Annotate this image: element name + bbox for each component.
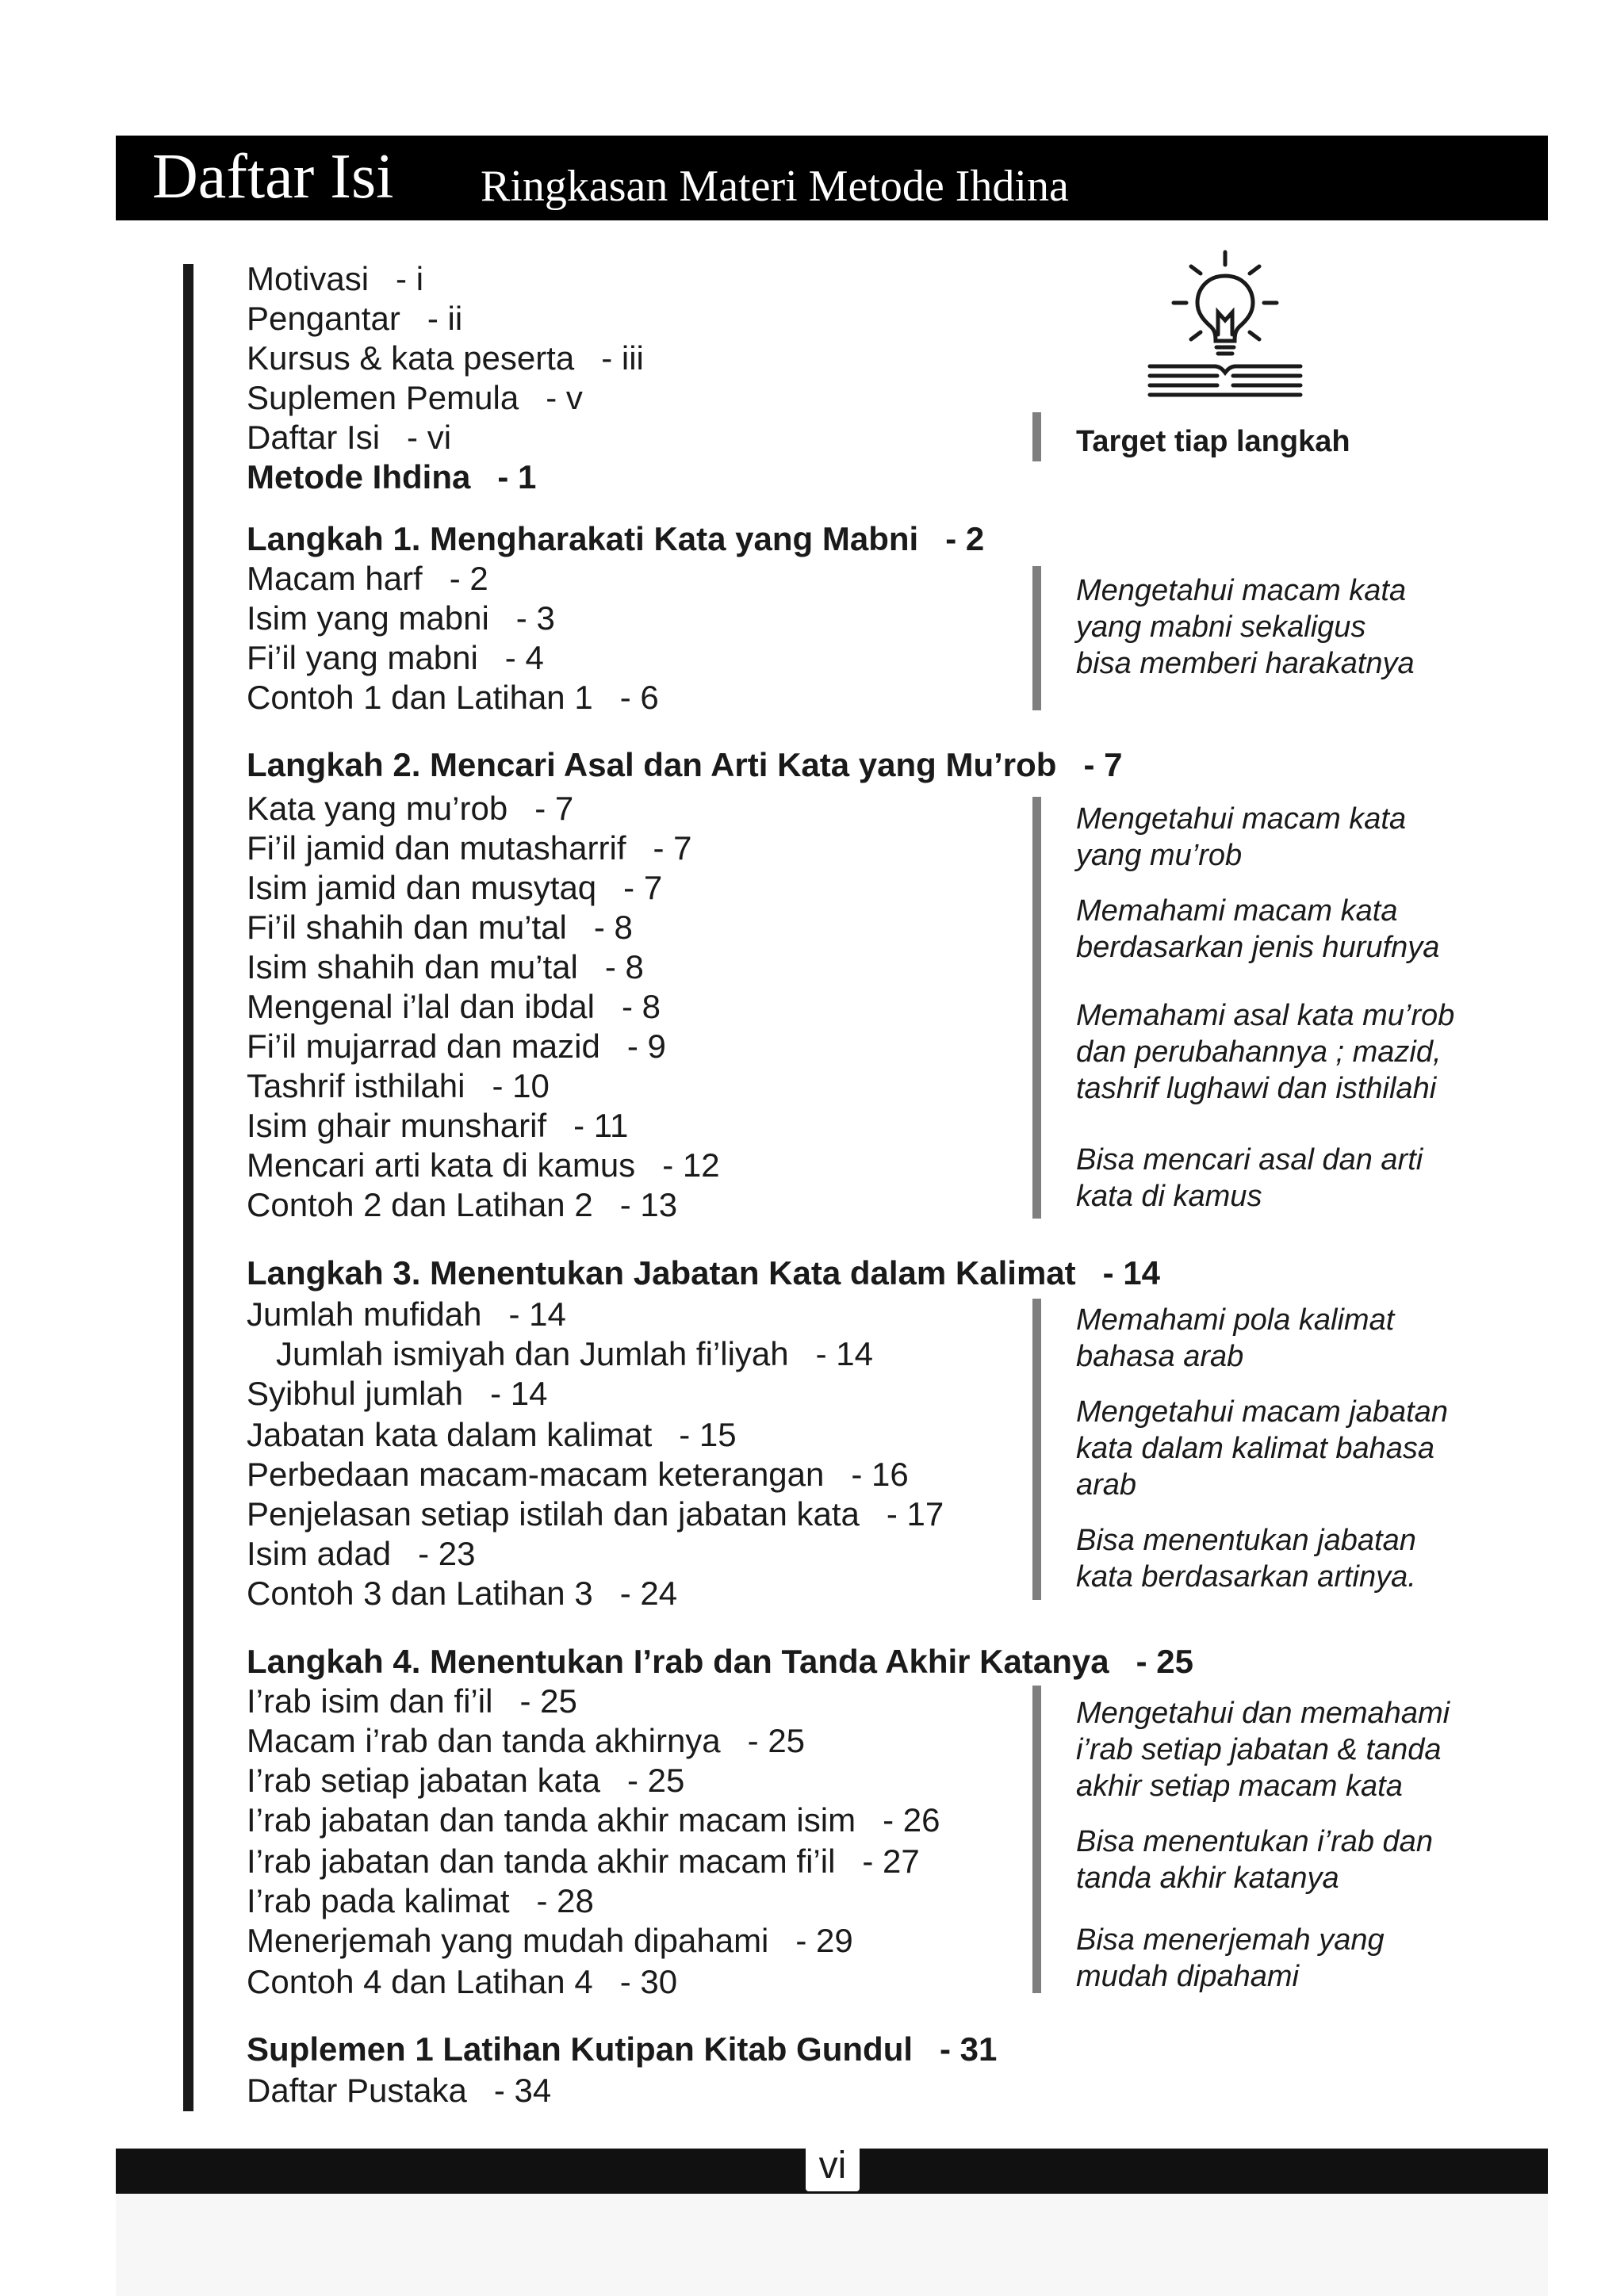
toc-item[interactable]: [247, 599, 555, 638]
side-note: [1076, 801, 1520, 874]
note-line: i’rab setiap jabatan & tanda: [1076, 1733, 1442, 1766]
toc-item[interactable]: [247, 678, 659, 718]
page-subtitle: Ringkasan Materi Metode Ihdina: [481, 162, 1069, 211]
toc-page: - 23: [418, 1535, 476, 1572]
toc-page: - ii: [427, 300, 463, 337]
toc-label: Tashrif isthilahi: [247, 1067, 465, 1104]
side-note: [1076, 1823, 1520, 1896]
toc-item[interactable]: [276, 1334, 873, 1374]
bottom-shade: [116, 2194, 1548, 2296]
toc-page: - 16: [851, 1456, 909, 1493]
toc-page: - 34: [493, 2072, 552, 2109]
toc-page: - 14: [490, 1375, 548, 1412]
toc-item[interactable]: [247, 378, 583, 418]
toc-item[interactable]: [247, 638, 544, 678]
toc-label: I’rab setiap jabatan kata: [247, 1762, 600, 1799]
toc-page: - v: [546, 379, 583, 416]
note-line: bahasa arab: [1076, 1340, 1244, 1373]
toc-page: - 30: [619, 1963, 678, 2000]
toc-label: Motivasi: [247, 260, 370, 297]
toc-label: Macam harf: [247, 560, 423, 597]
note-line: tanda akhir katanya: [1076, 1862, 1339, 1895]
note-line: yang mabni sekaligus: [1076, 610, 1366, 644]
toc-label: Fi’il shahih dan mu’tal: [247, 909, 567, 946]
toc-label: Isim ghair munsharif: [247, 1107, 547, 1144]
toc-page: - i: [396, 260, 424, 297]
note-line: Memahami asal kata mu’rob: [1076, 999, 1455, 1032]
toc-label: Penjelasan setiap istilah dan jabatan kata: [247, 1495, 860, 1533]
toc-item[interactable]: [247, 1455, 909, 1494]
toc-label: Metode Ihdina: [247, 458, 471, 496]
toc-item[interactable]: [247, 339, 644, 378]
toc-item[interactable]: [247, 1146, 720, 1185]
toc-page: - 4: [504, 639, 544, 676]
toc-page: - 25: [519, 1682, 577, 1720]
note-line: berdasarkan jenis hurufnya: [1076, 931, 1440, 964]
toc-left-bar: [183, 264, 193, 2111]
note-line: Memahami pola kalimat: [1076, 1303, 1395, 1337]
toc-page: - 8: [621, 988, 661, 1025]
toc-label: Mengenal i’lal dan ibdal: [247, 988, 595, 1025]
toc-page: - 15: [679, 1416, 737, 1453]
toc-item[interactable]: [247, 1721, 805, 1761]
toc-page: - 24: [619, 1575, 678, 1612]
toc-item[interactable]: [247, 2071, 551, 2110]
toc-item[interactable]: [247, 868, 662, 908]
toc-label: I’rab jabatan dan tanda akhir macam isim: [247, 1801, 856, 1839]
toc-page: - 27: [862, 1843, 920, 1880]
toc-item[interactable]: [247, 559, 488, 599]
note-line: bisa memberi harakatnya: [1076, 647, 1415, 680]
note-line: Bisa mencari asal dan arti: [1076, 1143, 1423, 1177]
toc-label: Fi’il jamid dan mutasharrif: [247, 829, 626, 867]
toc-item[interactable]: [247, 1682, 577, 1721]
toc-page: - 9: [626, 1027, 666, 1065]
note-line: dan perubahannya ; mazid,: [1076, 1035, 1442, 1069]
toc-label: Contoh 4 dan Latihan 4: [247, 1963, 593, 2000]
note-line: Mengetahui macam jabatan: [1076, 1395, 1448, 1429]
note-line: Memahami macam kata: [1076, 894, 1398, 928]
toc-label: Langkah 2. Mencari Asal dan Arti Kata yang Mu’rob: [247, 746, 1057, 783]
toc-page: - iii: [601, 339, 644, 377]
side-note: [1076, 1522, 1520, 1595]
toc-label: Contoh 3 dan Latihan 3: [247, 1575, 593, 1612]
note-line: arab: [1076, 1468, 1137, 1502]
toc-item[interactable]: [247, 1027, 666, 1066]
toc-page: - 6: [619, 679, 659, 716]
toc-item[interactable]: [247, 1534, 475, 1574]
toc-section-heading[interactable]: [247, 457, 536, 497]
toc-page: - 7: [623, 869, 663, 906]
toc-page: - 14: [1102, 1254, 1161, 1292]
toc-label: Isim yang mabni: [247, 599, 489, 637]
toc-page: - 11: [573, 1107, 629, 1144]
toc-item[interactable]: [247, 1185, 677, 1225]
toc-page: - 7: [1083, 746, 1123, 783]
toc-page: - 26: [883, 1801, 940, 1839]
toc-item[interactable]: [247, 418, 451, 457]
toc-label: I’rab pada kalimat: [247, 1882, 510, 1919]
toc-item[interactable]: [247, 1881, 594, 1921]
toc-label: Contoh 2 dan Latihan 2: [247, 1186, 593, 1223]
toc-label: Jumlah ismiyah dan Jumlah fi’liyah: [276, 1335, 789, 1372]
notes-bar: [1032, 797, 1041, 1219]
toc-label: Syibhul jumlah: [247, 1375, 464, 1412]
toc-label: Fi’il yang mabni: [247, 639, 478, 676]
toc-label: Menerjemah yang mudah dipahami: [247, 1922, 769, 1959]
toc-label: Langkah 4. Menentukan I’rab dan Tanda Akhir Katanya: [247, 1643, 1109, 1680]
toc-label: I’rab isim dan fi’il: [247, 1682, 493, 1720]
side-note: [1076, 893, 1520, 966]
side-note: [1076, 1302, 1520, 1375]
toc-page: - 31: [940, 2030, 998, 2068]
toc-page: - 8: [593, 909, 633, 946]
toc-item[interactable]: [247, 947, 644, 987]
toc-label: Daftar Pustaka: [247, 2072, 467, 2109]
toc-item[interactable]: [247, 1066, 550, 1106]
toc-label: Kata yang mu’rob: [247, 790, 508, 827]
note-line: Bisa menentukan jabatan: [1076, 1524, 1416, 1557]
note-line: Bisa menentukan i’rab dan: [1076, 1825, 1433, 1858]
toc-item[interactable]: [247, 1921, 853, 1961]
side-note: [1076, 1142, 1520, 1215]
toc-section-heading[interactable]: [247, 1253, 1160, 1293]
toc-label: Jumlah mufidah: [247, 1295, 482, 1333]
note-line: kata di kamus: [1076, 1180, 1262, 1213]
toc-section-heading[interactable]: [247, 1642, 1193, 1682]
notes-bar: [1032, 1299, 1041, 1600]
toc-page: - 8: [604, 948, 644, 985]
toc-page: - 28: [536, 1882, 594, 1919]
toc-label: Mencari arti kata di kamus: [247, 1146, 636, 1184]
toc-page: - 1: [497, 458, 537, 496]
side-note: [1076, 572, 1520, 682]
toc-page: - 2: [945, 520, 985, 557]
toc-label: Contoh 1 dan Latihan 1: [247, 679, 593, 716]
notes-bar: [1032, 566, 1041, 710]
note-line: Mengetahui macam kata: [1076, 574, 1407, 607]
target-label: Target tiap langkah: [1076, 425, 1350, 458]
toc-label: Macam i’rab dan tanda akhirnya: [247, 1722, 721, 1759]
toc-item[interactable]: [247, 1800, 940, 1840]
toc-item[interactable]: [247, 1574, 677, 1613]
toc-page: - 25: [747, 1722, 806, 1759]
toc-page: - 14: [508, 1295, 566, 1333]
toc-page: - 10: [492, 1067, 550, 1104]
toc-item[interactable]: [247, 1295, 566, 1334]
toc-item[interactable]: [247, 1494, 944, 1534]
toc-section-heading[interactable]: [247, 2030, 997, 2069]
toc-page: - 14: [815, 1335, 873, 1372]
toc-label: Langkah 1. Mengharakati Kata yang Mabni: [247, 520, 919, 557]
toc-label: Jabatan kata dalam kalimat: [247, 1416, 653, 1453]
toc-page: - 13: [619, 1186, 678, 1223]
note-line: akhir setiap macam kata: [1076, 1770, 1403, 1803]
target-label-bar: [1032, 412, 1041, 461]
note-line: yang mu’rob: [1076, 839, 1243, 872]
toc-item[interactable]: [247, 987, 661, 1027]
toc-item[interactable]: [247, 1374, 548, 1414]
toc-item[interactable]: [247, 1842, 920, 1881]
toc-item[interactable]: [247, 908, 633, 947]
toc-section-heading[interactable]: [247, 745, 1122, 785]
toc-section-heading[interactable]: [247, 519, 984, 559]
side-note: [1076, 997, 1520, 1107]
toc-label: I’rab jabatan dan tanda akhir macam fi’il: [247, 1843, 836, 1880]
side-note: [1076, 1695, 1520, 1804]
toc-item[interactable]: [247, 1106, 628, 1146]
toc-page: - 25: [626, 1762, 685, 1799]
toc-item[interactable]: [247, 1415, 737, 1455]
note-line: kata berdasarkan artinya.: [1076, 1560, 1416, 1594]
toc-item[interactable]: [247, 299, 462, 339]
notes-bar: [1032, 1686, 1041, 1993]
toc-page: - 7: [653, 829, 692, 867]
page-title: Daftar Isi: [152, 142, 394, 212]
toc-label: Suplemen Pemula: [247, 379, 519, 416]
toc-label: Pengantar: [247, 300, 400, 337]
note-line: Mengetahui dan memahami: [1076, 1697, 1450, 1730]
toc-item[interactable]: [247, 1761, 684, 1800]
side-note: [1076, 1394, 1520, 1503]
toc-label: Fi’il mujarrad dan mazid: [247, 1027, 600, 1065]
toc-item[interactable]: [247, 1962, 677, 2002]
note-line: kata dalam kalimat bahasa: [1076, 1432, 1435, 1465]
note-line: mudah dipahami: [1076, 1960, 1299, 1993]
toc-label: Langkah 3. Menentukan Jabatan Kata dalam Kalimat: [247, 1254, 1076, 1292]
toc-page: - 2: [449, 560, 488, 597]
toc-page: - vi: [407, 419, 452, 456]
toc-label: Isim adad: [247, 1535, 392, 1572]
toc-item[interactable]: [247, 259, 423, 299]
side-note: [1076, 1922, 1520, 1995]
toc-page: - 17: [886, 1495, 944, 1533]
page-number: vi: [806, 2141, 860, 2191]
toc-label: Suplemen 1 Latihan Kutipan Kitab Gundul: [247, 2030, 914, 2068]
toc-label: Isim shahih dan mu’tal: [247, 948, 578, 985]
note-line: tashrif lughawi dan isthilahi: [1076, 1072, 1437, 1105]
lightbulb-book-icon: [1142, 247, 1308, 406]
toc-page: - 12: [662, 1146, 720, 1184]
toc-label: Perbedaan macam-macam keterangan: [247, 1456, 825, 1493]
toc-page: - 25: [1136, 1643, 1193, 1680]
header-banner: [116, 136, 1548, 220]
note-line: Bisa menerjemah yang: [1076, 1923, 1385, 1957]
note-line: Mengetahui macam kata: [1076, 802, 1407, 836]
toc-label: Isim jamid dan musytaq: [247, 869, 597, 906]
toc-label: Kursus & kata peserta: [247, 339, 575, 377]
toc-page: - 29: [795, 1922, 853, 1959]
toc-page: - 3: [515, 599, 555, 637]
toc-item[interactable]: [247, 789, 573, 828]
toc-page: - 7: [534, 790, 574, 827]
toc-label: Daftar Isi: [247, 419, 381, 456]
toc-item[interactable]: [247, 828, 692, 868]
